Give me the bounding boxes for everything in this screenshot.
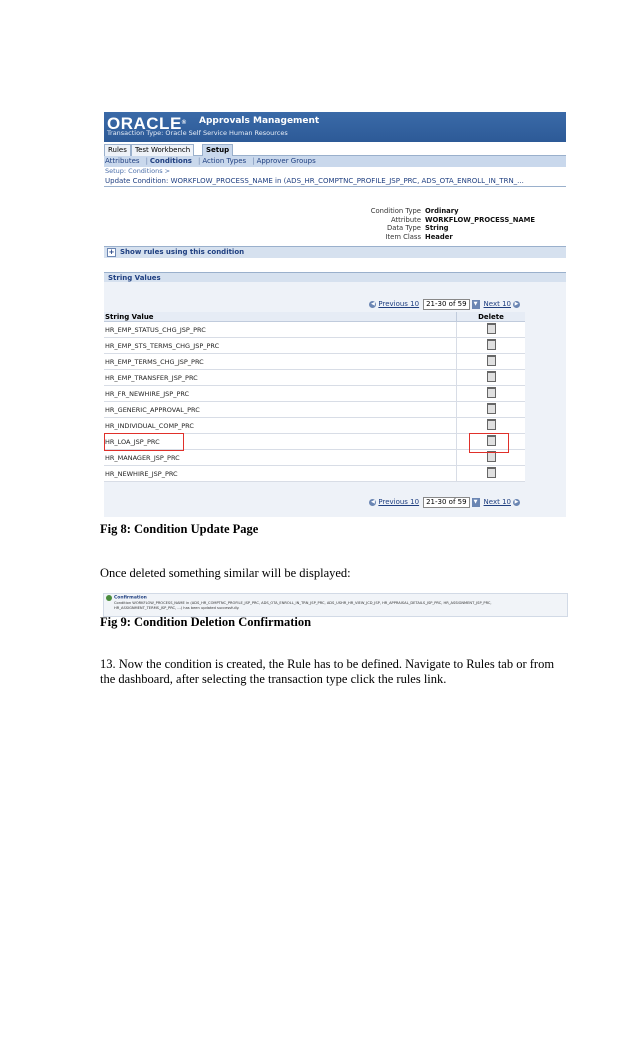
- table-row: [104, 370, 525, 386]
- chevron-down-icon[interactable]: ▼: [472, 498, 480, 507]
- delete-cell: [457, 386, 526, 402]
- trash-icon[interactable]: [487, 387, 496, 398]
- trash-icon[interactable]: [487, 323, 496, 334]
- next-link[interactable]: Next 10: [483, 498, 511, 506]
- confirmation-line: HR_ASSIGNMENT_TERMS_JSP_PRC, ...) has been updated successfully.: [114, 606, 240, 610]
- paragraph-step-13: 13. Now the condition is created, the Rule has to be defined. Navigate to Rules tab or from the dashboard, after selecting the transaction type click the rules link.: [100, 657, 555, 686]
- string-value-cell: HR_GENERIC_APPROVAL_PRC: [104, 402, 457, 418]
- string-value-cell: HR_INDIVIDUAL_COMP_PRC: [104, 418, 457, 434]
- string-value-cell: HR_NEWHIRE_JSP_PRC: [104, 466, 457, 482]
- delete-cell: [457, 418, 526, 434]
- show-rules-toggle[interactable]: [104, 246, 566, 258]
- oracle-logo: ORACLE®: [107, 114, 187, 133]
- string-value-cell: HR_EMP_TERMS_CHG_JSP_PRC: [104, 354, 457, 370]
- subtab-conditions[interactable]: Conditions: [149, 157, 192, 165]
- previous-icon[interactable]: ◀: [370, 498, 375, 505]
- product-name: Approvals Management: [199, 116, 320, 126]
- main-tabs: [104, 142, 566, 156]
- prop-value: Header: [425, 232, 453, 241]
- delete-cell: [457, 322, 526, 338]
- table-row: [104, 322, 525, 338]
- confirmation-banner: [103, 593, 568, 617]
- prop-label: Item Class: [385, 232, 421, 241]
- prop-label: Attribute: [390, 215, 421, 224]
- subtab-approver-groups[interactable]: Approver Groups: [256, 157, 316, 165]
- column-header-delete: Delete: [457, 312, 526, 322]
- table-row: [104, 386, 525, 402]
- expand-icon[interactable]: +: [108, 247, 115, 256]
- prop-value: WORKFLOW_PROCESS_NAME: [425, 215, 536, 224]
- string-value-cell: HR_EMP_STS_TERMS_CHG_JSP_PRC: [104, 338, 457, 354]
- pagination-bottom: [367, 496, 522, 508]
- table-row: [104, 402, 525, 418]
- highlight-delete-box: [469, 433, 509, 453]
- range-select[interactable]: 21-30 of 59: [423, 497, 469, 508]
- tab-test-workbench[interactable]: Test Workbench: [131, 144, 194, 156]
- delete-cell: [457, 466, 526, 482]
- subtab-action-types[interactable]: Action Types: [202, 157, 247, 165]
- trash-icon[interactable]: [487, 371, 496, 382]
- next-icon[interactable]: ▶: [514, 300, 519, 307]
- delete-cell: [457, 354, 526, 370]
- string-value-cell: HR_EMP_STATUS_CHG_JSP_PRC: [104, 322, 457, 338]
- next-link[interactable]: Next 10: [483, 300, 511, 308]
- sub-tabs: Attributes | Conditions | Action Types | Approver Groups: [104, 156, 566, 167]
- string-values-header: String Values: [104, 272, 566, 284]
- next-icon[interactable]: ▶: [514, 498, 519, 505]
- previous-icon[interactable]: ◀: [370, 300, 375, 307]
- show-rules-label: Show rules using this condition: [120, 248, 245, 256]
- app-header: [104, 112, 566, 142]
- paragraph-deleted: Once deleted something similar will be displayed:: [100, 566, 351, 580]
- condition-properties: [344, 207, 535, 241]
- trash-icon[interactable]: [487, 403, 496, 414]
- prop-label: Condition Type: [370, 207, 421, 215]
- check-icon: [106, 595, 112, 601]
- previous-link[interactable]: Previous 10: [378, 300, 420, 308]
- breadcrumb[interactable]: Setup: Conditions >: [105, 167, 171, 175]
- table-row: [104, 338, 525, 354]
- delete-cell: [457, 370, 526, 386]
- delete-cell: [457, 338, 526, 354]
- prop-value: String: [425, 224, 449, 232]
- string-value-cell: HR_LOA_JSP_PRC: [104, 434, 457, 450]
- trash-icon[interactable]: [487, 355, 496, 366]
- table-row: [104, 354, 525, 370]
- pagination-top: [367, 298, 522, 310]
- string-values-table: [104, 312, 525, 482]
- string-value-cell: HR_FR_NEWHIRE_JSP_PRC: [104, 386, 457, 402]
- subtab-attributes[interactable]: Attributes: [105, 157, 140, 165]
- string-values-region: [104, 282, 566, 517]
- figure-caption-8: Fig 8: Condition Update Page: [100, 522, 259, 536]
- tab-setup[interactable]: Setup: [202, 144, 233, 156]
- confirmation-title: Confirmation: [114, 595, 147, 601]
- table-row: [104, 418, 525, 434]
- column-header-string-value: String Value: [104, 312, 457, 322]
- confirmation-line: Condition WORKFLOW_PROCESS_NAME in (ADS_HR_COMPTNC_PROFILE_JSP_PRC, ADS_OTA_ENROLL_IN_TRN_JSP_PRC, ADS_USHR_HR_VIEW_JCD_JSP, HR_APPRAISAL_DETAILS_JSP_PRC, HR_ASSIGNMENT_JSP_PRC,: [114, 601, 492, 605]
- delete-cell: [457, 402, 526, 418]
- range-select[interactable]: 21-30 of 59: [423, 299, 469, 310]
- trash-icon[interactable]: [487, 419, 496, 430]
- highlight-value-box: [104, 433, 184, 451]
- table-row: [104, 450, 525, 466]
- previous-link[interactable]: Previous 10: [378, 498, 420, 506]
- prop-value: Ordinary: [425, 207, 459, 215]
- tab-rules[interactable]: Rules: [104, 144, 131, 156]
- string-value-cell: HR_MANAGER_JSP_PRC: [104, 450, 457, 466]
- transaction-type: Transaction Type: Oracle Self Service Human Resources: [107, 129, 288, 137]
- page-title: Update Condition: WORKFLOW_PROCESS_NAME in (ADS_HR_COMPTNC_PROFILE_JSP_PRC, ADS_OTA_ENROLL_IN_TRN_...: [104, 176, 566, 187]
- chevron-down-icon[interactable]: ▼: [472, 300, 480, 309]
- table-row: [104, 466, 525, 482]
- trash-icon[interactable]: [487, 339, 496, 350]
- figure-caption-9: Fig 9: Condition Deletion Confirmation: [100, 615, 312, 629]
- trash-icon[interactable]: [487, 467, 496, 478]
- string-value-cell: HR_EMP_TRANSFER_JSP_PRC: [104, 370, 457, 386]
- condition-update-screenshot: [104, 112, 566, 517]
- prop-label: Data Type: [386, 224, 421, 232]
